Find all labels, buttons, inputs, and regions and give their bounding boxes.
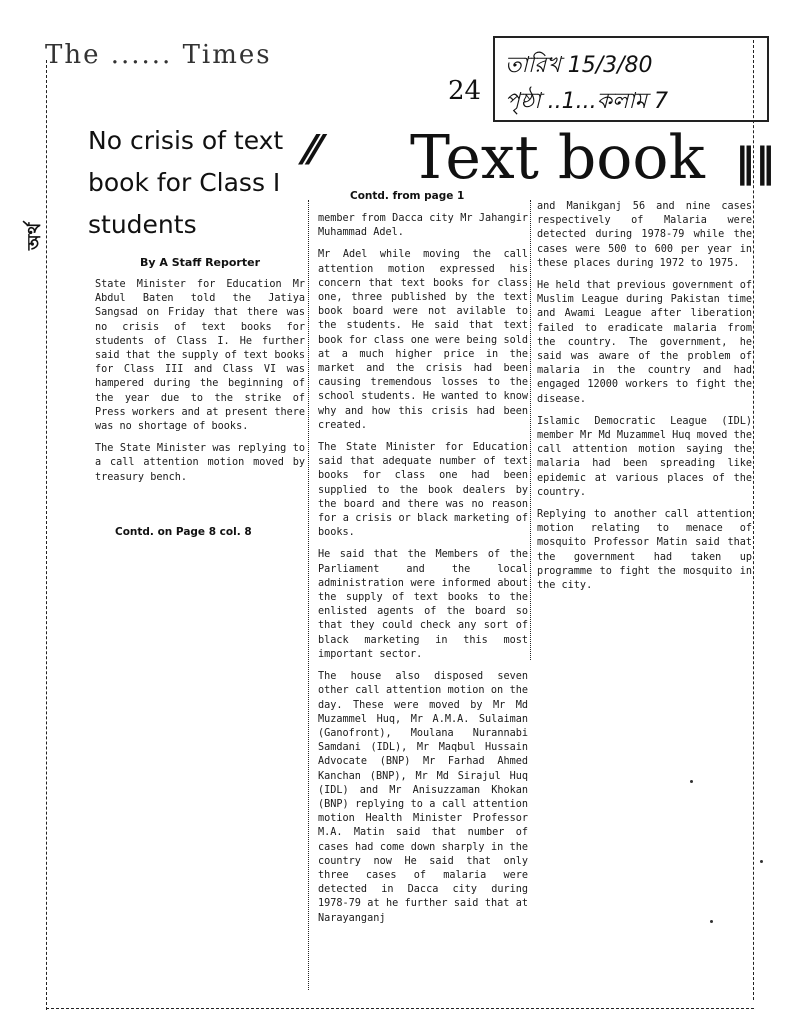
- right-headline: Text book: [410, 123, 705, 193]
- stamp-page: পৃষ্ঠা ..1...কলাম 7: [505, 89, 668, 114]
- byline: By A Staff Reporter: [140, 256, 261, 269]
- paragraph: The State Minister for Education said that adequate number of text books for class one had been supplied to the book dealers by the board and there was no reason for a crisis or black marketing of books.: [318, 442, 528, 539]
- paragraph: The State Minister was replying to a call attention motion moved by treasury bench.: [95, 443, 305, 483]
- left-article-body: [95, 278, 305, 493]
- right-article-column-2: [537, 200, 752, 601]
- scan-speck: [710, 920, 713, 923]
- column-rule-2: [530, 200, 531, 660]
- stamp-date: তারিখ 15/3/80: [505, 53, 653, 78]
- scan-speck: [760, 860, 763, 863]
- paragraph: State Minister for Education Mr Abdul Baten told the Jatiya Sangsad on Friday that there was no crisis of text books for students of Class I. He further said that the supply of text books for Class III and Class VI was hampered during the beginning of the year due to the strike of Press workers and at present there was no shortage of books.: [95, 279, 305, 433]
- paragraph: He said that the Members of the Parliament and the local administration were informed about the supply of text books to the enlisted agents of the board so that they could check any sort of black marketing in this most important sector.: [318, 549, 528, 660]
- paragraph: The house also disposed seven other call attention motion on the day. These were moved by Mr Md Muzammel Huq, Mr A.M.A. Sulaiman (Ganofront), Moulana Nurannabi Samdani (IDL), Mr Maqbul Hussain Advocate (BNP) Mr Farhad Ahmed Kanchan (BNP), Mr Md Sirajul Huq (IDL) and Mr Anisuzzaman Khokan (BNP) replying to a call attention motion Health Minister Professor M.A. Matin said that number of cases had come down sharply in the country now He said that only three cases of malaria were detected in Dacca city during 1978-79 at he further said that at Narayanganj: [318, 671, 528, 924]
- paragraph: member from Dacca city Mr Jahangir Muhammad Adel.: [318, 213, 528, 239]
- page-number: 24: [448, 76, 482, 106]
- fold-line-bottom: [46, 1008, 754, 1009]
- right-article-column-1: [318, 212, 528, 934]
- ink-mark-icon: ‖‖: [735, 140, 775, 186]
- paragraph: Replying to another call attention motion relating to menace of mosquito Professor Matin said that the government had taken up programme to fight the mosquito in the city.: [537, 509, 752, 592]
- left-headline: No crisis of text book for Class I students: [88, 126, 284, 239]
- paragraph: He held that previous government of Muslim League during Pakistan time and Awami League after liberation failed to eradicate malaria from the country. The government, he said was aware of the problem of malaria in the country and had engaged 12000 workers to fight the disease.: [537, 280, 752, 405]
- archive-stamp: [493, 36, 769, 122]
- masthead-paper-name: The ...... Times: [45, 40, 272, 70]
- ink-mark-icon: ⁄⁄: [306, 128, 320, 174]
- fold-line-left: [46, 60, 47, 1010]
- paragraph: Islamic Democratic League (IDL) member Mr Md Muzammel Huq moved the call attention motion saying the malaria had been spreading like epidemic at various places of the country.: [537, 415, 752, 498]
- margin-note: অর্থ: [24, 222, 45, 250]
- column-rule-1: [308, 200, 309, 990]
- continued-from-label: Contd. from page 1: [350, 190, 465, 202]
- scan-speck: [690, 780, 693, 783]
- paragraph: and Manikganj 56 and nine cases respectively of Malaria were detected during 1978-79 while the cases were 500 to 600 per year in these places during 1972 to 1975.: [537, 201, 752, 269]
- continued-note: Contd. on Page 8 col. 8: [115, 526, 252, 538]
- paragraph: Mr Adel while moving the call attention motion expressed his concern that text books for class one, three published by the text book board were not avilable to the students. He said that text book for class one were being sold at a much higher price in the market and the crisis had been causing tremendous losses to the school students. He wanted to know why and how this crisis had been created.: [318, 249, 528, 431]
